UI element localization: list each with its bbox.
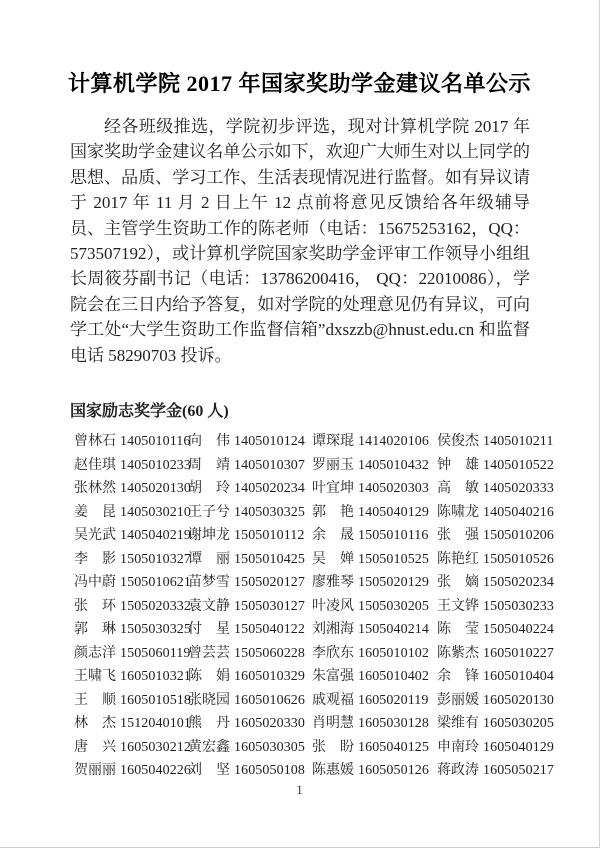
student-name: 王啸飞: [74, 669, 116, 685]
student-id: 1605030205: [483, 716, 554, 732]
student-entry: [74, 477, 191, 501]
student-entry: [74, 642, 191, 666]
student-entry: [74, 548, 191, 572]
student-entry: [312, 571, 437, 595]
student-id: 1605040125: [358, 739, 429, 755]
student-entry: [188, 595, 312, 619]
student-name: 郭 琳: [74, 622, 116, 638]
student-name: 姜 昆: [74, 504, 116, 520]
student-entry: [312, 477, 437, 501]
student-id: 1405010522: [483, 457, 554, 473]
student-name: 曾芸芸: [188, 645, 230, 661]
student-name: 王 顺: [74, 692, 116, 708]
student-id: 1505030205: [358, 598, 429, 614]
student-id: 1505030127: [234, 598, 305, 614]
student-name: 贺丽丽: [74, 763, 116, 779]
student-entry: [74, 618, 191, 642]
student-entry: [312, 548, 437, 572]
student-id: 1405040216: [483, 504, 554, 520]
student-entry: [74, 454, 191, 478]
student-name: 周 靖: [188, 457, 230, 473]
student-entry: [437, 595, 554, 619]
student-name: 张 盼: [312, 739, 354, 755]
student-name: 高 敏: [437, 481, 479, 497]
student-id: 1605020119: [358, 692, 429, 708]
student-id: 1405040129: [358, 504, 429, 520]
student-id: 1505010112: [234, 528, 305, 544]
student-name: 张 强: [437, 528, 479, 544]
student-entry: [188, 759, 312, 783]
student-name: 胡 玲: [188, 481, 230, 497]
student-entry: [188, 430, 312, 454]
student-entry: [312, 665, 437, 689]
student-id: 1405010116: [120, 434, 191, 450]
student-id: 1505010621: [120, 575, 191, 591]
student-id: 1605050108: [234, 763, 305, 779]
student-id: 1505030233: [483, 598, 554, 614]
student-id: 1605030128: [358, 716, 429, 732]
student-entry: [74, 736, 191, 760]
student-entry: [312, 642, 437, 666]
student-entry: [437, 501, 554, 525]
student-id: 1605010404: [483, 669, 554, 685]
student-name: 王文铧: [437, 598, 479, 614]
student-id: 1505010116: [358, 528, 429, 544]
student-name: 李欣东: [312, 645, 354, 661]
student-name: 陈 娟: [188, 669, 230, 685]
student-entry: [312, 595, 437, 619]
student-id: 1405010211: [483, 434, 554, 450]
student-entry: [437, 665, 554, 689]
student-entry: [437, 759, 554, 783]
student-entry: [74, 571, 191, 595]
student-entry: [312, 759, 437, 783]
student-name: 吴光武: [74, 528, 116, 544]
student-name: 叶凌风: [312, 598, 354, 614]
student-name: 肖明慧: [312, 716, 354, 732]
student-id: 1605050126: [358, 763, 429, 779]
student-id: 1405040219: [120, 528, 191, 544]
student-id: 1505010525: [358, 551, 429, 567]
student-entry: [312, 524, 437, 548]
student-entry: [437, 712, 554, 736]
student-id: 1605020130: [483, 692, 554, 708]
student-id: 1505040122: [234, 622, 305, 638]
student-entry: [188, 454, 312, 478]
student-name: 戚观福: [312, 692, 354, 708]
student-name: 谢坤龙: [188, 528, 230, 544]
student-name: 彭丽媛: [437, 692, 479, 708]
student-name: 向 伟: [188, 434, 230, 450]
student-entry: [312, 712, 437, 736]
student-entry: [437, 430, 554, 454]
student-id: 1505010206: [483, 528, 554, 544]
student-id: 1505020332: [120, 598, 191, 614]
student-id: 1405020333: [483, 481, 554, 497]
student-id: 1405030325: [234, 504, 305, 520]
student-name: 刘 坚: [188, 763, 230, 779]
document-title: 计算机学院 2017 年国家奖助学金建议名单公示: [67, 71, 531, 96]
student-id: 1605020330: [234, 716, 305, 732]
student-id: 1505020127: [234, 575, 305, 591]
student-id: 1405020303: [358, 481, 429, 497]
student-id: 1605030305: [234, 739, 305, 755]
student-name: 林 杰: [74, 716, 116, 732]
student-entry: [312, 736, 437, 760]
student-id: 1505030325: [120, 622, 191, 638]
student-entry: [74, 665, 191, 689]
student-name: 曾林石: [74, 434, 116, 450]
student-id: 1605040226: [120, 763, 191, 779]
student-name: 黄宏鑫: [188, 739, 230, 755]
student-id: 1505010425: [234, 551, 305, 567]
student-name: 陈惠媛: [312, 763, 354, 779]
student-id: 1505020234: [483, 575, 554, 591]
student-name: 梁维有: [437, 716, 479, 732]
student-entry: [74, 501, 191, 525]
student-name: 陈 莹: [437, 622, 479, 638]
student-entry: [74, 689, 191, 713]
student-entry: [188, 689, 312, 713]
student-name: 钟 雄: [437, 457, 479, 473]
student-id: 1505010526: [483, 551, 554, 567]
student-name: 朱富强: [312, 669, 354, 685]
student-entry: [188, 642, 312, 666]
student-name: 张晓园: [188, 692, 230, 708]
student-id: 1405010307: [234, 457, 305, 473]
student-name: 李 影: [74, 551, 116, 567]
student-name: 吴 婵: [312, 551, 354, 567]
student-name: 谭琛琨: [312, 434, 354, 450]
student-entry: [437, 477, 554, 501]
student-entry: [188, 571, 312, 595]
student-name: 廖雅琴: [312, 575, 354, 591]
student-id: 1605050217: [483, 763, 554, 779]
student-entry: [74, 712, 191, 736]
student-id: 1605010518: [120, 692, 191, 708]
student-name: 唐 兴: [74, 739, 116, 755]
student-name: 熊 丹: [188, 716, 230, 732]
student-id: 1405030210: [120, 504, 191, 520]
student-entry: [188, 501, 312, 525]
student-name: 袁文静: [188, 598, 230, 614]
student-entry: [74, 759, 191, 783]
student-name: 冯中蔚: [74, 575, 116, 591]
student-name: 张 环: [74, 598, 116, 614]
student-name: 付 星: [188, 622, 230, 638]
student-id: 1605040129: [483, 739, 554, 755]
page-number: 1: [296, 782, 303, 797]
student-entry: [188, 736, 312, 760]
student-id: 1414020106: [358, 434, 429, 450]
student-name: 申南玲: [437, 739, 479, 755]
student-entry: [312, 454, 437, 478]
student-entry: [74, 430, 191, 454]
student-name: 余 晟: [312, 528, 354, 544]
student-entry: [312, 689, 437, 713]
student-entry: [188, 712, 312, 736]
student-name: 郭 艳: [312, 504, 354, 520]
scholarship-section-heading: 国家励志奖学金(60 人): [70, 403, 229, 421]
student-name: 蒋政涛: [437, 763, 479, 779]
student-entry: [437, 571, 554, 595]
student-id: 1405010233: [120, 457, 191, 473]
student-id: 1605030212: [120, 739, 191, 755]
student-entry: [437, 736, 554, 760]
scholarship-roster: [74, 430, 554, 783]
student-name: 赵佳琪: [74, 457, 116, 473]
student-name: 张 嫡: [437, 575, 479, 591]
student-entry: [437, 524, 554, 548]
student-name: 余 锋: [437, 669, 479, 685]
student-entry: [437, 618, 554, 642]
student-id: 1505040214: [358, 622, 429, 638]
student-id: 1512040101: [120, 716, 191, 732]
student-entry: [437, 642, 554, 666]
student-entry: [437, 454, 554, 478]
announcement-paragraph: 经各班级推选，学院初步评选，现对计算机学院 2017 年国家奖助学金建议名单公示如下，欢迎广大师生对以上同学的思想、品质、学习工作、生活表现情况进行监督。如有异议请于 2017 年 11 月 2 日上午 12 点前将意见反馈给各年级辅导员、主管学生资助工作的陈老师（电话：15675253162，QQ：573507192），或计算机学院国家奖助学金评审工作领导小组组长周筱芬副书记（电话：13786200416， QQ：22010086），学院会在三日内给予答复，如对学院的处理意见仍有异议，可向学工处“大学生资助工作监督信箱”dxszzb@hnust.edu.cn 和监督电话 58290703 投诉。: [70, 117, 530, 365]
student-name: 罗丽玉: [312, 457, 354, 473]
student-entry: [312, 501, 437, 525]
student-id: 1605010321: [120, 669, 191, 685]
student-name: 陈艳红: [437, 551, 479, 567]
student-id: 1505020129: [358, 575, 429, 591]
student-id: 1405020234: [234, 481, 305, 497]
student-id: 1505060119: [120, 645, 191, 661]
student-id: 1505010327: [120, 551, 191, 567]
student-id: 1605010402: [358, 669, 429, 685]
student-entry: [312, 618, 437, 642]
student-id: 1405020130: [120, 481, 191, 497]
student-entry: [188, 618, 312, 642]
student-entry: [74, 595, 191, 619]
student-name: 陈紫杰: [437, 645, 479, 661]
student-entry: [312, 430, 437, 454]
student-id: 1605010227: [483, 645, 554, 661]
student-name: 叶宜坤: [312, 481, 354, 497]
student-name: 张林然: [74, 481, 116, 497]
student-entry: [188, 524, 312, 548]
student-name: 颜志洋: [74, 645, 116, 661]
student-entry: [74, 524, 191, 548]
student-name: 刘湘海: [312, 622, 354, 638]
student-name: 侯俊杰: [437, 434, 479, 450]
student-name: 苗梦雪: [188, 575, 230, 591]
student-id: 1605010102: [358, 645, 429, 661]
student-id: 1505040224: [483, 622, 554, 638]
student-id: 1605010626: [234, 692, 305, 708]
student-entry: [437, 689, 554, 713]
student-name: 陈啸龙: [437, 504, 479, 520]
student-name: 王子兮: [188, 504, 230, 520]
student-id: 1405010432: [358, 457, 429, 473]
student-entry: [437, 548, 554, 572]
student-name: 谭 丽: [188, 551, 230, 567]
student-entry: [188, 665, 312, 689]
student-id: 1505060228: [234, 645, 305, 661]
student-id: 1605010329: [234, 669, 305, 685]
student-entry: [188, 548, 312, 572]
student-entry: [188, 477, 312, 501]
student-id: 1405010124: [234, 434, 305, 450]
